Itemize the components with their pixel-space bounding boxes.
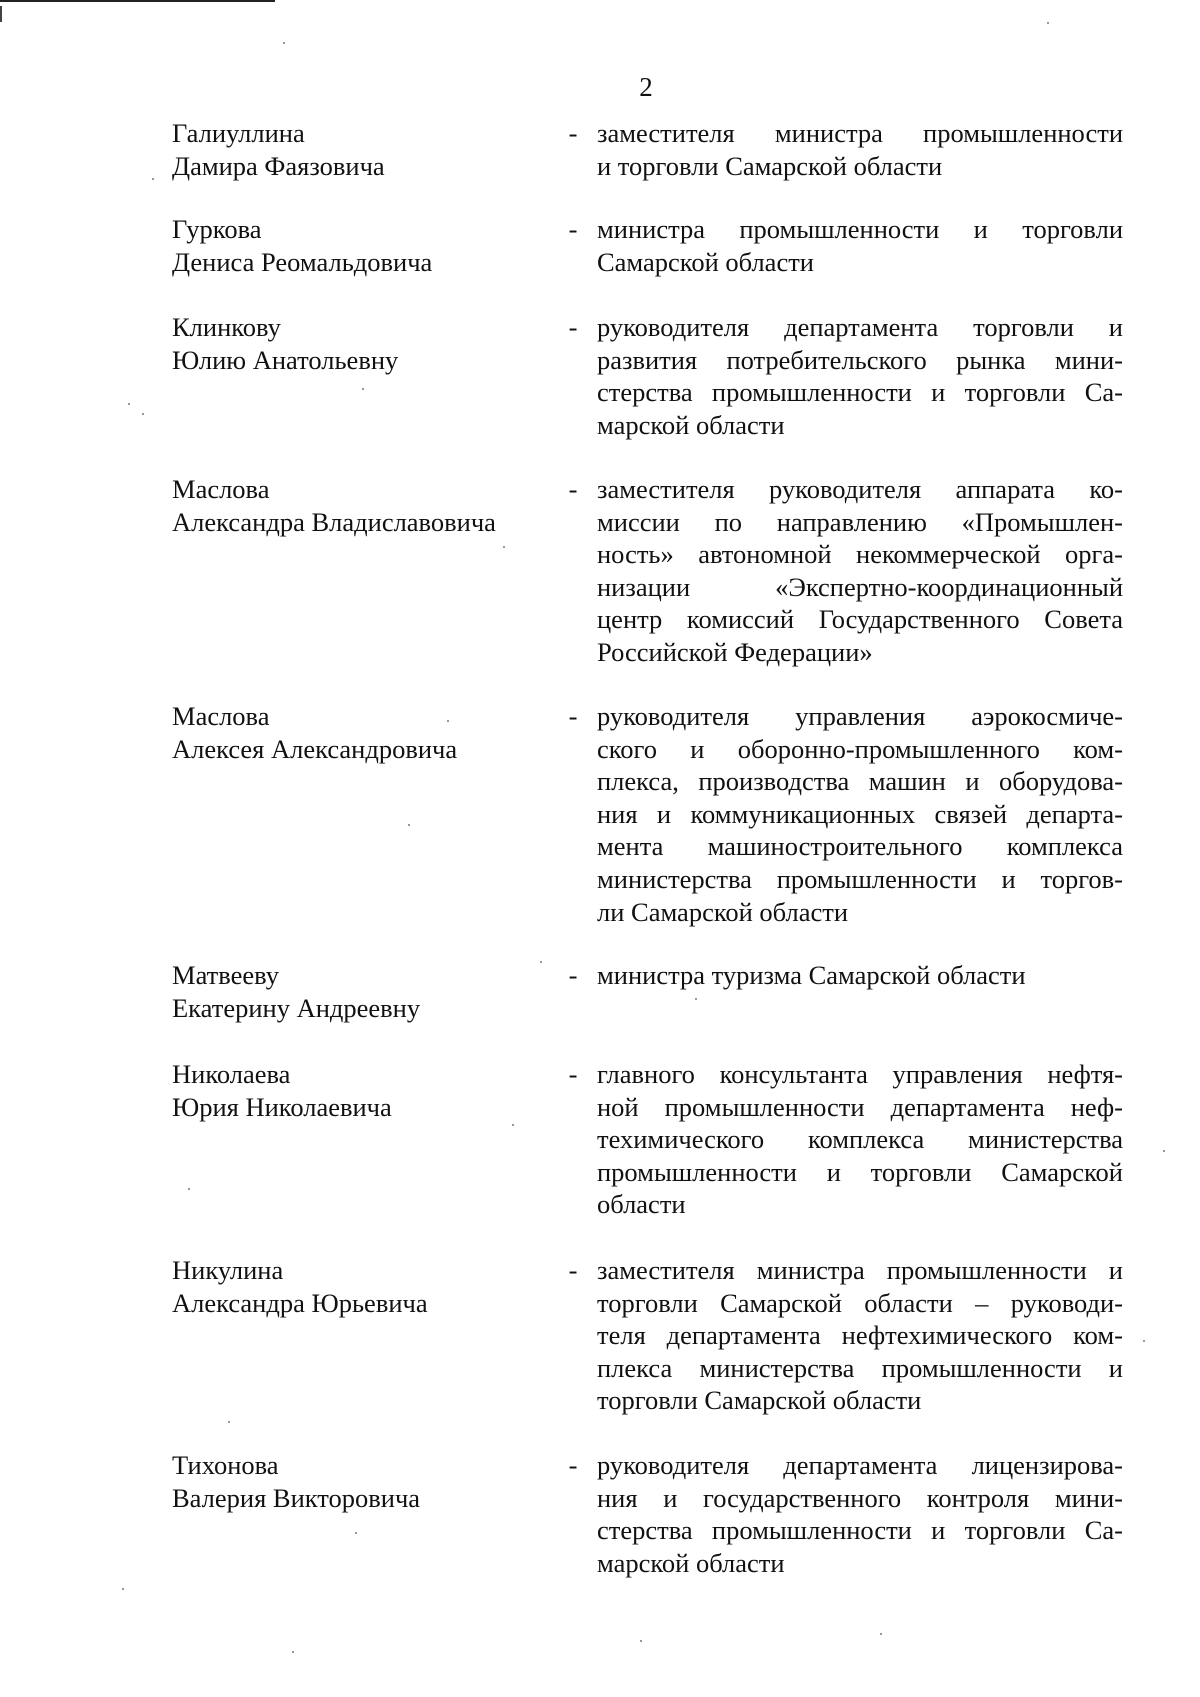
- dash-separator: -: [568, 214, 578, 244]
- given-names: Дениса Реомальдовича: [172, 246, 433, 277]
- given-names: Екатерину Андреевну: [172, 992, 421, 1023]
- person-name: [172, 959, 552, 1024]
- scan-speck: [408, 824, 410, 826]
- position-line: руководителя департамента торговли и: [597, 312, 1123, 342]
- position-line: ли Самарской области: [597, 896, 848, 927]
- person-name: [172, 1449, 552, 1514]
- position-line: плекса, производства машин и оборудова-: [597, 766, 1123, 797]
- given-names: Алексея Александровича: [172, 733, 458, 764]
- scan-speck: [503, 546, 505, 548]
- surname: Маслова: [172, 474, 270, 504]
- scan-speck: [128, 403, 130, 405]
- scan-speck: [142, 413, 144, 415]
- position-description: [597, 117, 1123, 182]
- scan-speck: [640, 1640, 642, 1642]
- surname: Маслова: [172, 701, 270, 731]
- position-line: заместителя руководителя аппарата ко-: [597, 474, 1123, 504]
- scan-speck: [447, 720, 449, 722]
- position-line: плекса министерства промышленности и: [597, 1352, 1123, 1383]
- position-line: ского и оборонно-промышленного ком-: [597, 733, 1123, 764]
- given-names: Александра Владиславовича: [172, 506, 496, 537]
- dash-separator: -: [568, 118, 578, 148]
- scan-speck: [292, 1651, 294, 1653]
- scan-speck: [1047, 22, 1049, 24]
- position-line: торговли Самарской области: [597, 1385, 922, 1416]
- position-description: [597, 311, 1123, 441]
- person-name: [172, 213, 552, 278]
- person-name: [172, 1254, 552, 1319]
- scan-speck: [188, 1188, 190, 1190]
- position-line: развития потребительского рынка мини-: [597, 344, 1123, 375]
- person-name: [172, 117, 552, 182]
- position-line: министра туризма Самарской области: [597, 960, 1026, 990]
- position-line: стерства промышленности и торговли Са-: [597, 377, 1123, 408]
- position-description: [597, 1058, 1123, 1221]
- scan-speck: [152, 178, 154, 180]
- position-line: марской области: [597, 1547, 785, 1578]
- position-line: ной промышленности департамента неф-: [597, 1091, 1123, 1122]
- position-line: мента машиностроительного комплекса: [597, 831, 1123, 862]
- scan-speck: [122, 1588, 124, 1590]
- page-number: 2: [639, 72, 653, 102]
- position-description: [597, 473, 1123, 669]
- position-line: и торговли Самарской области: [597, 150, 943, 181]
- position-line: руководителя департамента лицензирова-: [597, 1450, 1123, 1480]
- person-name: [172, 700, 552, 765]
- position-line: заместителя министра промышленности: [597, 118, 1123, 148]
- person-name: [172, 311, 552, 376]
- given-names: Дамира Фаязовича: [172, 150, 385, 181]
- dash-separator: -: [568, 474, 578, 504]
- surname: Тихонова: [172, 1450, 279, 1480]
- position-line: Российской Федерации»: [597, 636, 873, 667]
- position-line: теля департамента нефтехимического ком-: [597, 1320, 1123, 1351]
- scan-speck: [1163, 1150, 1165, 1152]
- scan-speck: [695, 998, 697, 1000]
- dash-separator: -: [568, 1059, 578, 1089]
- position-line: ность» автономной некоммерческой орга-: [597, 539, 1123, 570]
- surname: Клинкову: [172, 312, 281, 342]
- position-line: министерства промышленности и торгов-: [597, 863, 1123, 894]
- position-line: низации «Экспертно-координационный: [597, 571, 1123, 602]
- position-line: марской области: [597, 409, 785, 440]
- position-description: [597, 1449, 1123, 1579]
- position-line: министра промышленности и торговли: [597, 214, 1123, 244]
- scan-speck: [362, 388, 364, 390]
- position-line: торговли Самарской области – руководи-: [597, 1287, 1123, 1318]
- scan-speck: [512, 1124, 514, 1126]
- position-line: техимического комплекса министерства: [597, 1124, 1123, 1155]
- dash-separator: -: [568, 312, 578, 342]
- position-description: [597, 959, 1123, 992]
- scan-speck: [355, 1532, 357, 1534]
- surname: Галиуллина: [172, 118, 305, 148]
- position-line: ния и коммуникационных связей департа-: [597, 798, 1123, 829]
- position-description: [597, 1254, 1123, 1417]
- given-names: Александра Юрьевича: [172, 1287, 428, 1318]
- position-line: миссии по направлению «Промышлен-: [597, 506, 1123, 537]
- scan-speck: [540, 961, 542, 963]
- dash-separator: -: [568, 1450, 578, 1480]
- person-name: [172, 1058, 552, 1123]
- scan-edge-top: [0, 0, 275, 2]
- scan-speck: [283, 42, 285, 44]
- surname: Николаева: [172, 1059, 291, 1089]
- position-line: главного консультанта управления нефтя-: [597, 1059, 1123, 1089]
- given-names: Юлию Анатольевну: [172, 344, 399, 375]
- dash-separator: -: [568, 960, 578, 990]
- position-description: [597, 213, 1123, 278]
- position-line: центр комиссий Государственного Совета: [597, 604, 1123, 635]
- scan-speck: [1143, 1340, 1145, 1342]
- surname: Никулина: [172, 1255, 284, 1285]
- person-name: [172, 473, 552, 538]
- scan-speck: [228, 1421, 230, 1423]
- scan-speck: [880, 1633, 882, 1635]
- dash-separator: -: [568, 1255, 578, 1285]
- position-line: области: [597, 1189, 686, 1220]
- position-line: стерства промышленности и торговли Са-: [597, 1515, 1123, 1546]
- dash-separator: -: [568, 701, 578, 731]
- position-description: [597, 700, 1123, 928]
- position-line: ния и государственного контроля мини-: [597, 1482, 1123, 1513]
- surname: Матвееву: [172, 960, 279, 990]
- given-names: Юрия Николаевича: [172, 1091, 392, 1122]
- position-line: промышленности и торговли Самарской: [597, 1156, 1123, 1187]
- scan-edge-left: [0, 6, 2, 22]
- position-line: Самарской области: [597, 246, 814, 277]
- position-line: заместителя министра промышленности и: [597, 1255, 1123, 1285]
- position-line: руководителя управления аэрокосмиче-: [597, 701, 1123, 731]
- surname: Гуркова: [172, 214, 262, 244]
- given-names: Валерия Викторовича: [172, 1482, 421, 1513]
